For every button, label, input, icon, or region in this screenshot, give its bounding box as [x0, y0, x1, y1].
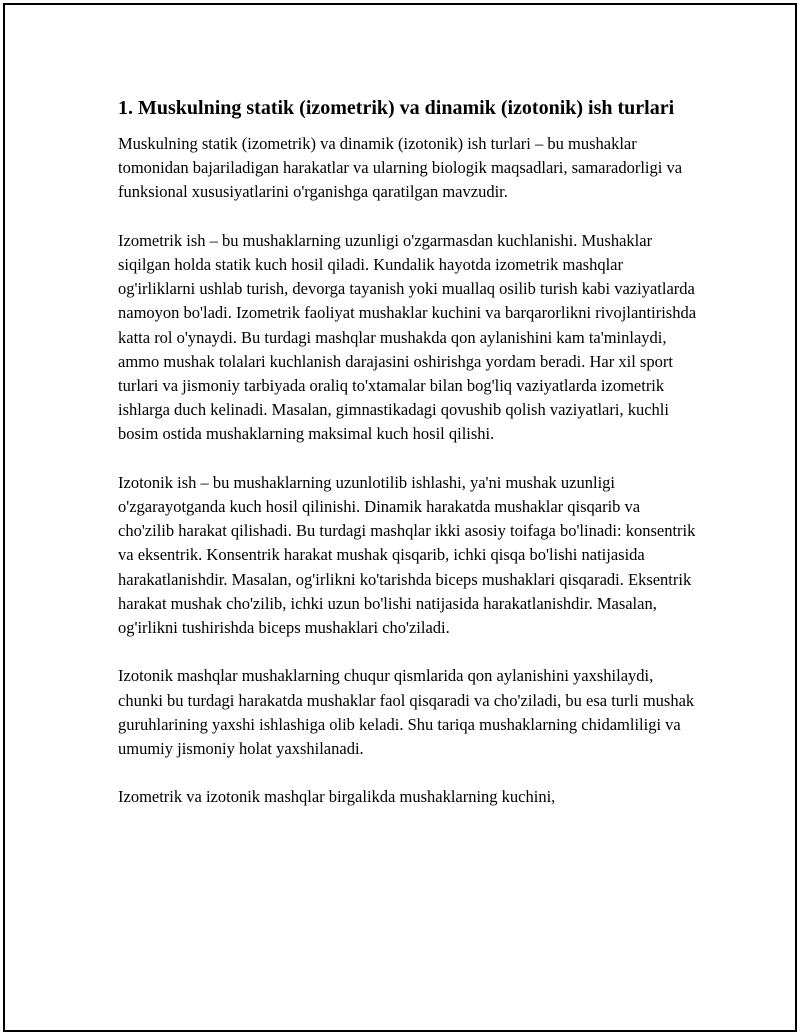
section-heading: 1. Muskulning statik (izometrik) va dinamik (izotonik) ish turlari — [118, 97, 675, 119]
paragraph-intro: Muskulning statik (izometrik) va dinamik (izotonik) ish turlari – bu mushaklar tomonidan bajariladigan harakatlar va ularning biologik maqsadlari, samaradorligi va funksional xususiyatlarini o'rganishga qaratilgan mavzudir. — [118, 134, 683, 202]
paragraph-isotonic: Izotonik ish – bu mushaklarning uzunlotilib ishlashi, ya'ni mushak uzunligi o'zgarayotganda kuch hosil qilinishi. Dinamik harakatda mushaklar qisqarib va cho'zilib harakat qilishadi. Bu turdagi mashqlar ikki asosiy toifaga bo'linadi: konsentrik va eksentrik. Konsentrik harakat mushak qisqarib, ichki qisqa bo'lishi natijasida harakatlanishdir. Masalan, og'irlikni ko'tarishda biceps mushaklari qisqaradi. Eksentrik harakat mushak cho'zilib, ichki uzun bo'lishi natijasida harakatlanishdir. Masalan, og'irlikni tushirishda biceps mushaklari cho'ziladi. — [118, 472, 696, 638]
paragraph-isometric: Izometrik ish – bu mushaklarning uzunligi o'zgarmasdan kuchlanishi. Mushaklar siqilgan holda statik kuch hosil qiladi. Kundalik hayotda izometrik mashqlar og'irliklarni ushlab turish, devorga tayanish yoki muallaq osilib turish kabi vaziyatlarda namoyon bo'ladi. Izometrik faoliyat mushaklar kuchini va barqarorlikni rivojlantirishda katta rol o'ynaydi. Bu turdagi mashqlar mushakda qon aylanishini kam ta'minlaydi, ammo mushak tolalari kuchlanish darajasini oshirishga yordam beradi. Har xil sport turlari va jismoniy tarbiyada oraliq to'xtamalar bilan bog'liq vaziyatlarda izometrik ishlarga duch kelinadi. Masalan, gimnastikadagi qovushib qolish vaziyatlari, kuchli bosim ostida mushaklarning maksimal kuch hosil qilishi. — [118, 230, 697, 444]
document-body — [118, 94, 698, 810]
paragraph-isotonic-benefits: Izotonik mashqlar mushaklarning chuqur qismlarida qon aylanishini yaxshilaydi, chunki bu turdagi harakatda mushaklar faol qisqaradi va cho'ziladi, bu esa turli mushak guruhlarining yaxshi ishlashiga olib keladi. Shu tariqa mushaklarning chidamliligi va umumiy jismoniy holat yaxshilanadi. — [118, 666, 695, 759]
paragraph-combined: Izometrik va izotonik mashqlar birgalikda mushaklarning kuchini, — [118, 787, 556, 807]
